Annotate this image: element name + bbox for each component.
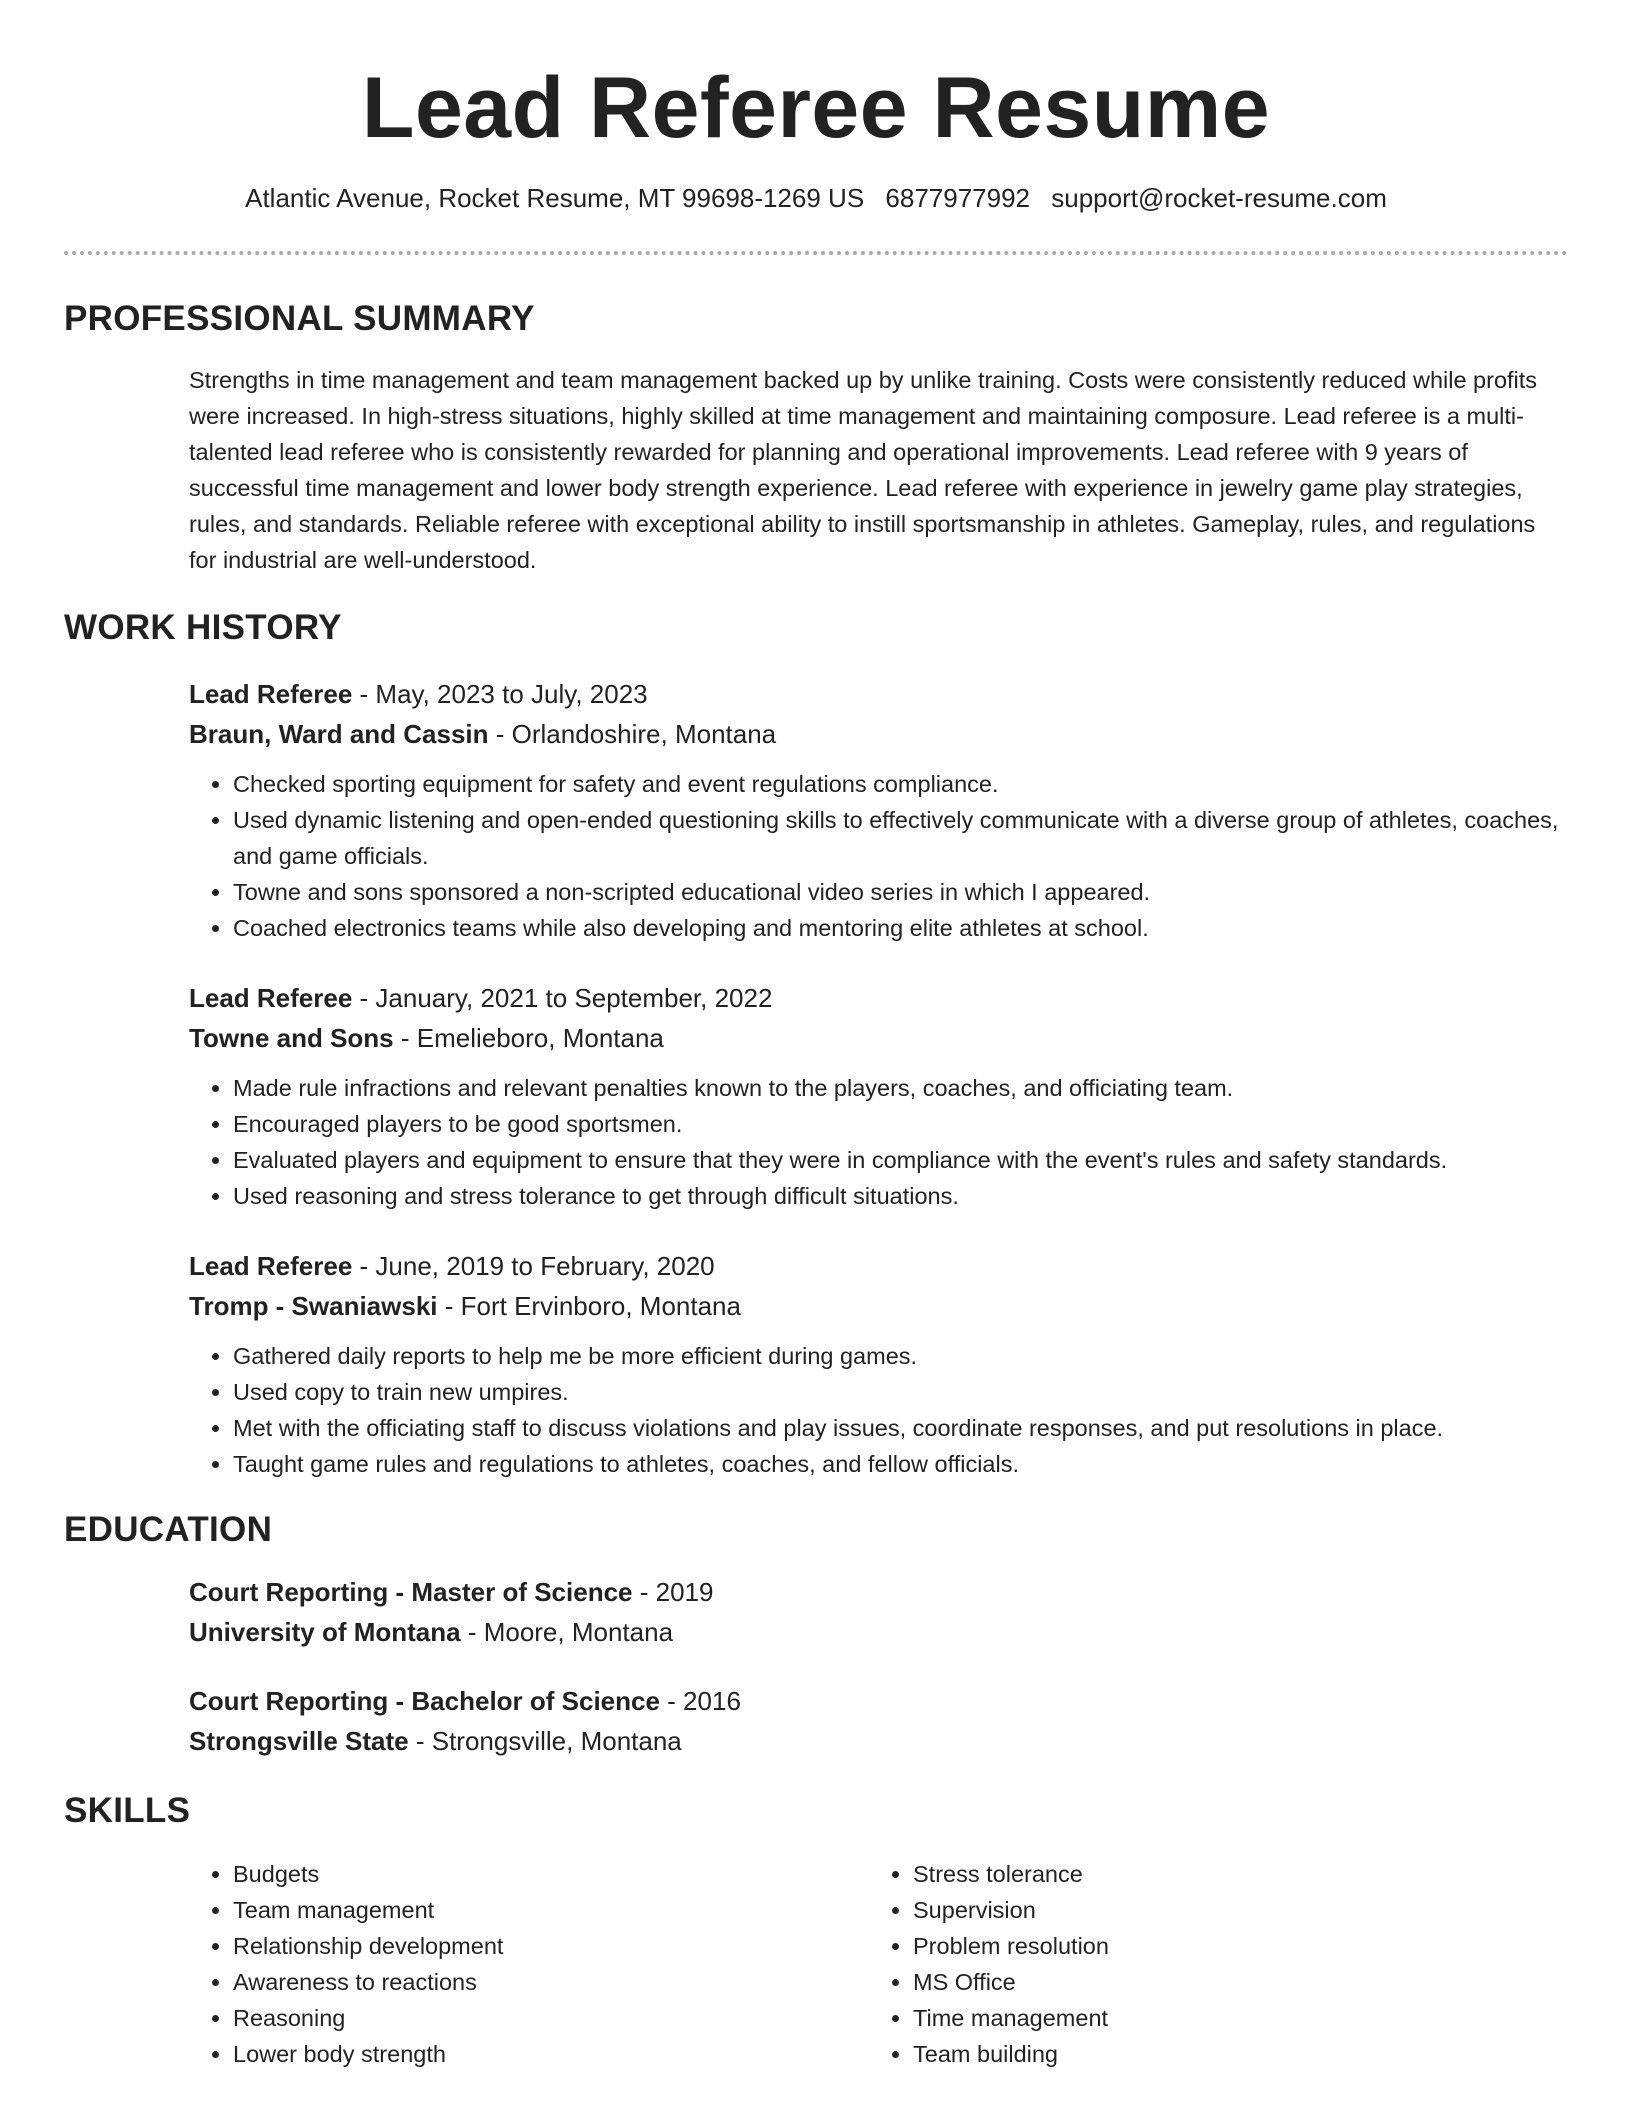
education-degree-line xyxy=(189,1681,1568,1721)
job-bullet: • Taught game rules and regulations to athletes, coaches, and fellow officials. xyxy=(233,1446,1568,1482)
skill-item: • MS Office xyxy=(913,1964,1549,2000)
job-bullets xyxy=(189,1070,1568,1214)
skill-item: • Relationship development xyxy=(233,1928,869,1964)
skills-column-left xyxy=(189,1856,869,2072)
job-bullet: • Evaluated players and equipment to ensure that they were in compliance with the event's rules and safety standards. xyxy=(233,1142,1568,1178)
education-degree: Court Reporting - Bachelor of Science xyxy=(189,1686,660,1716)
job-dates: - January, 2021 to September, 2022 xyxy=(352,983,773,1013)
job-bullet: • Met with the officiating staff to discuss violations and play issues, coordinate responses, and put resolutions in place. xyxy=(233,1410,1568,1446)
job-entry xyxy=(189,1246,1568,1482)
skill-item: • Problem resolution xyxy=(913,1928,1549,1964)
skill-item: • Lower body strength xyxy=(233,2036,869,2072)
skills-column-right xyxy=(869,1856,1549,2072)
contact-address: Atlantic Avenue, Rocket Resume, MT 99698-1269 US xyxy=(245,183,865,213)
job-company: Tromp - Swaniawski xyxy=(189,1291,438,1321)
education-location: - Moore, Montana xyxy=(460,1617,674,1647)
job-dates: - June, 2019 to February, 2020 xyxy=(352,1251,715,1281)
job-title-line xyxy=(189,978,1568,1018)
skill-item: • Awareness to reactions xyxy=(233,1964,869,2000)
job-company-line xyxy=(189,1018,1568,1058)
education-school-line xyxy=(189,1612,1568,1652)
job-company-line xyxy=(189,1286,1568,1326)
skill-item: • Time management xyxy=(913,2000,1549,2036)
job-dates: - May, 2023 to July, 2023 xyxy=(352,679,648,709)
skill-item: • Team management xyxy=(233,1892,869,1928)
job-company-line xyxy=(189,714,1568,754)
job-bullet: • Used copy to train new umpires. xyxy=(233,1374,1568,1410)
section-heading-skills: SKILLS xyxy=(64,1791,191,1830)
job-title: Lead Referee xyxy=(189,679,353,709)
job-title-line xyxy=(189,1246,1568,1286)
education-degree: Court Reporting - Master of Science xyxy=(189,1577,633,1607)
skill-item: • Stress tolerance xyxy=(913,1856,1549,1892)
job-bullet: • Used dynamic listening and open-ended questioning skills to effectively communicate with a diverse group of athletes, coaches, and game officials. xyxy=(233,802,1568,874)
job-title: Lead Referee xyxy=(189,983,353,1013)
job-bullet: • Gathered daily reports to help me be more efficient during games. xyxy=(233,1338,1568,1374)
education-degree-line xyxy=(189,1572,1568,1612)
contact-phone: 6877977992 xyxy=(885,183,1031,213)
skill-item: • Supervision xyxy=(913,1892,1549,1928)
education-entry xyxy=(189,1572,1568,1652)
education-location: - Strongsville, Montana xyxy=(408,1726,682,1756)
job-bullets xyxy=(189,766,1568,946)
section-heading-summary: PROFESSIONAL SUMMARY xyxy=(64,299,535,338)
skills-list xyxy=(189,1856,869,2072)
job-bullets xyxy=(189,1338,1568,1482)
job-bullet: • Encouraged players to be good sportsmen. xyxy=(233,1106,1568,1142)
summary-section xyxy=(189,362,1568,578)
education-year: - 2016 xyxy=(659,1686,741,1716)
job-entry xyxy=(189,674,1568,946)
job-company: Braun, Ward and Cassin xyxy=(189,719,489,749)
skill-item: • Reasoning xyxy=(233,2000,869,2036)
job-title: Lead Referee xyxy=(189,1251,353,1281)
skill-item: • Team building xyxy=(913,2036,1549,2072)
job-bullet: • Towne and sons sponsored a non-scripted educational video series in which I appeared. xyxy=(233,874,1568,910)
education-entry xyxy=(189,1681,1568,1761)
job-bullet: • Used reasoning and stress tolerance to get through difficult situations. xyxy=(233,1178,1568,1214)
job-location: - Orlandoshire, Montana xyxy=(488,719,777,749)
section-heading-education: EDUCATION xyxy=(64,1510,273,1549)
education-school: Strongsville State xyxy=(189,1726,409,1756)
job-entry xyxy=(189,978,1568,1214)
skill-item: • Budgets xyxy=(233,1856,869,1892)
job-company: Towne and Sons xyxy=(189,1023,394,1053)
job-location: - Fort Ervinboro, Montana xyxy=(437,1291,741,1321)
job-bullet: • Checked sporting equipment for safety and event regulations compliance. xyxy=(233,766,1568,802)
section-heading-work: WORK HISTORY xyxy=(64,608,342,647)
contact-email: support@rocket-resume.com xyxy=(1051,183,1387,213)
job-location: - Emelieboro, Montana xyxy=(393,1023,664,1053)
job-bullet: • Made rule infractions and relevant penalties known to the players, coaches, and officiating team. xyxy=(233,1070,1568,1106)
education-year: - 2019 xyxy=(632,1577,714,1607)
resume-title: Lead Referee Resume xyxy=(361,60,1271,156)
job-title-line xyxy=(189,674,1568,714)
contact-line xyxy=(0,183,1632,213)
education-school-line xyxy=(189,1721,1568,1761)
header-divider xyxy=(64,251,1568,255)
skills-grid xyxy=(189,1856,1568,2072)
job-bullet: • Coached electronics teams while also developing and mentoring elite athletes at school. xyxy=(233,910,1568,946)
education-school: University of Montana xyxy=(189,1617,461,1647)
skills-list xyxy=(869,1856,1549,2072)
summary-text: Strengths in time management and team management backed up by unlike training. Costs were consistently reduced while profits were increased. In high-stress situations, highly skilled at time management and maintaining composure. Lead referee is a multi-talented lead referee who is consistently rewarded for planning and operational improvements. Lead referee with 9 years of successful time management and lower body strength experience. Lead referee with experience in jewelry game play strategies, rules, and standards. Reliable referee with exceptional ability to instill sportsmanship in athletes. Gameplay, rules, and regulations for industrial are well-understood. xyxy=(189,367,1538,573)
